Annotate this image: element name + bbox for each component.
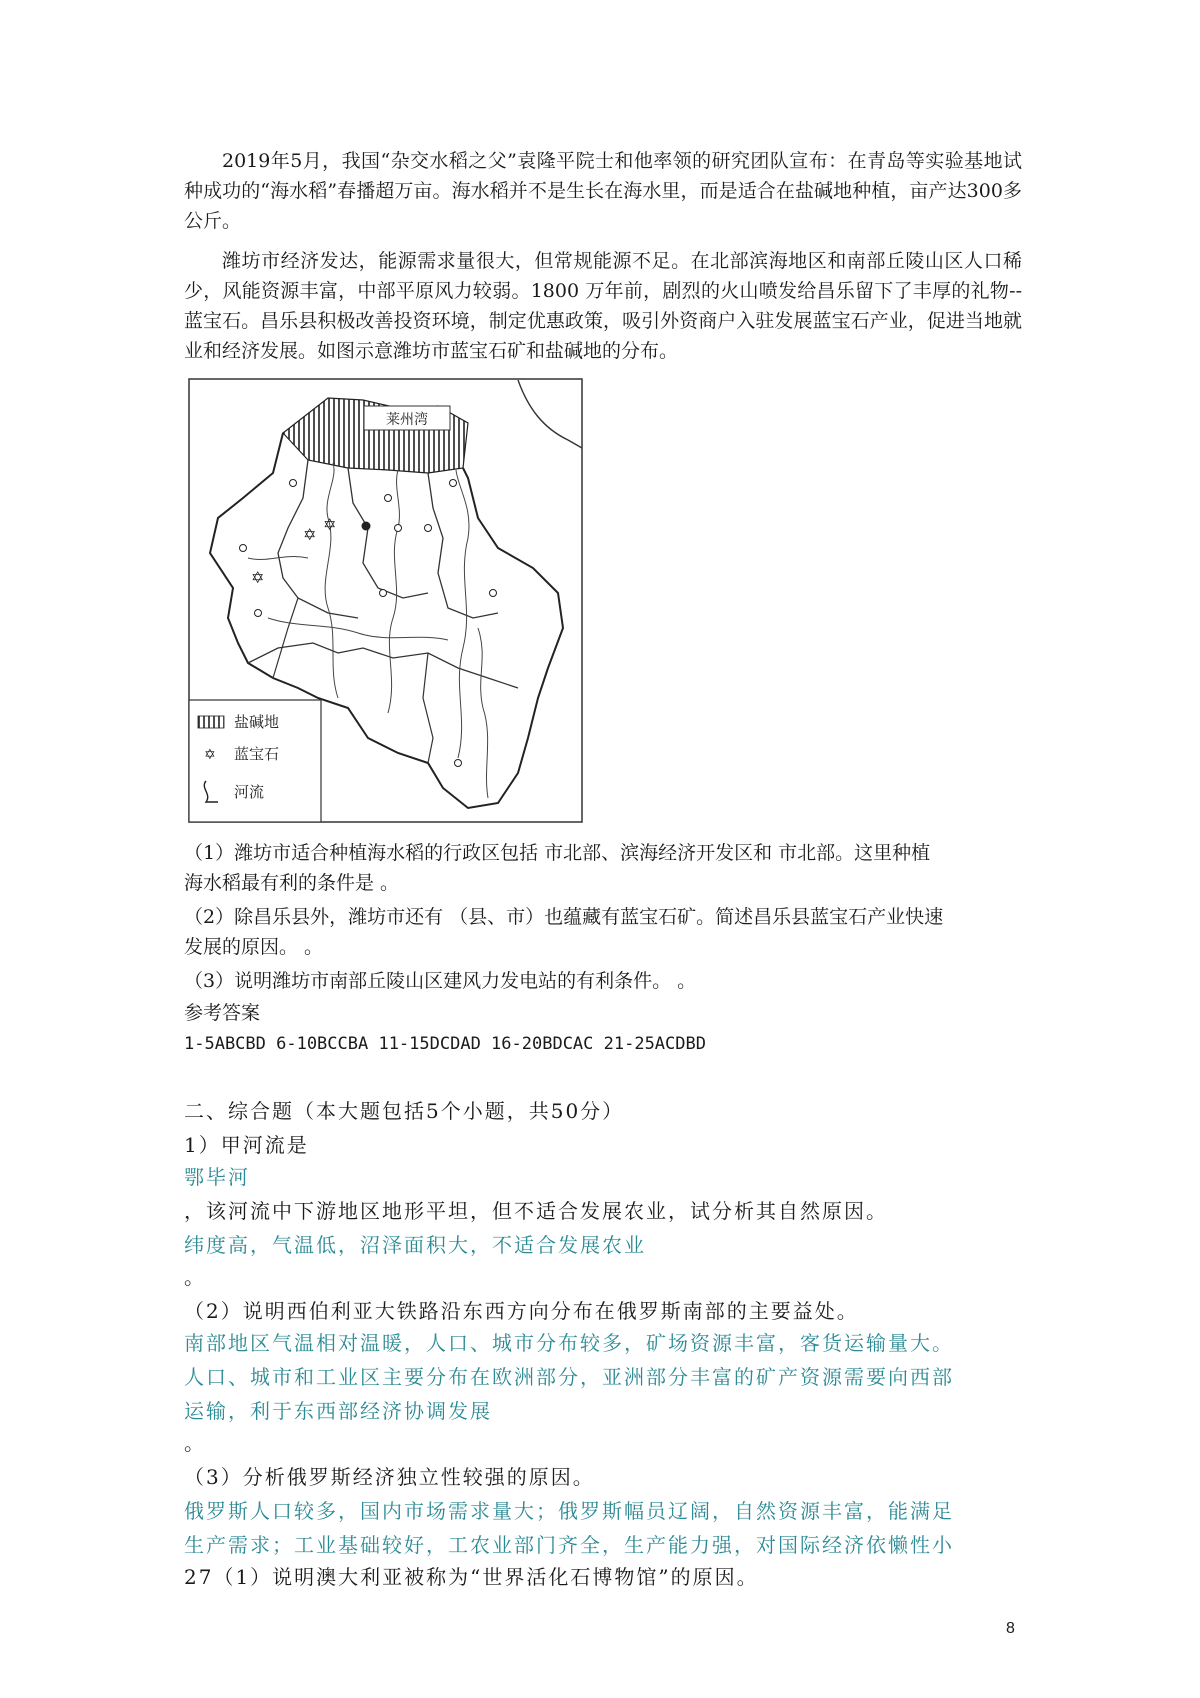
answer-2: 纬度高，气温低，沼泽面积大，不适合发展农业 bbox=[184, 1233, 646, 1257]
town-marker bbox=[425, 525, 432, 532]
question-1-line-2: 海水稻最有利的条件是 。 bbox=[184, 872, 400, 894]
sapphire-marker-icon: ✡ bbox=[303, 525, 317, 544]
intro-paragraph-2: 潍坊市经济发达，能源需求量很大，但常规能源不足。在北部滨海地区和南部丘陵山区人口稀少，风能资源丰富，中部平原风力较弱。1800 万年前，剧烈的火山喷发给昌乐留下了丰厚的礼物--蓝宝石。昌乐县积极改善投资环境，制定优惠政策，吸引外资商户入驻发展蓝宝石产业，促进当地就业和经济发展。如图示意潍坊市蓝宝石矿和盐碱地的分布。 bbox=[184, 250, 1022, 362]
town-marker bbox=[450, 480, 457, 487]
answer-3-line-3: 运输，利于东西部经济协调发展 bbox=[184, 1399, 492, 1423]
intro-paragraph-1: 2019年5月，我国“杂交水稻之父”袁隆平院士和他率领的研究团队宣布：在青岛等实验基地试种成功的“海水稻”春播超万亩。海水稻并不是生长在海水里，而是适合在盐碱地种植，亩产达300多公斤。 bbox=[184, 150, 1022, 232]
legend-saline-label: 盐碱地 bbox=[234, 713, 280, 731]
multiple-choice-answers: 1-5ABCBD 6-10BCCBA 11-15DCDAD 16-20BDCAC 21-25ACDBD bbox=[184, 1034, 706, 1054]
period-mark: 。 bbox=[184, 1431, 206, 1455]
town-marker bbox=[380, 590, 387, 597]
answer-3-line-2: 人口、城市和工业区主要分布在欧洲部分，亚洲部分丰富的矿产资源需要向西部 bbox=[184, 1365, 954, 1389]
sapphire-marker-icon: ✡ bbox=[323, 515, 337, 534]
town-marker bbox=[290, 480, 297, 487]
weifang-map-figure bbox=[188, 378, 583, 823]
section-2-item-2: （2）说明西伯利亚大铁路沿东西方向分布在俄罗斯南部的主要益处。 bbox=[184, 1299, 859, 1323]
answer-4-line-1: 俄罗斯人口较多，国内市场需求量大；俄罗斯幅员辽阔，自然资源丰富，能满足 bbox=[184, 1499, 954, 1523]
question-1-line-1: （1）潍坊市适合种植海水稻的行政区包括 市北部、滨海经济开发区和 市北部。这里种植 bbox=[184, 842, 931, 864]
question-27: 27（1）说明澳大利亚被称为“世界活化石博物馆”的原因。 bbox=[184, 1565, 759, 1589]
section-2-title: 二、综合题（本大题包括5个小题，共50分） bbox=[184, 1099, 625, 1123]
section-2-item-1-continued: ，该河流中下游地区地形平坦，但不适合发展农业，试分析其自然原因。 bbox=[184, 1199, 888, 1223]
legend-river-label: 河流 bbox=[234, 783, 265, 801]
town-marker bbox=[255, 610, 262, 617]
answer-4-line-2: 生产需求；工业基础较好，工农业部门齐全，生产能力强，对国际经济依懒性小 bbox=[184, 1533, 954, 1557]
section-2-item-3: （3）分析俄罗斯经济独立性较强的原因。 bbox=[184, 1465, 595, 1489]
town-marker bbox=[455, 760, 462, 767]
town-marker bbox=[395, 525, 402, 532]
bay-label: 莱州湾 bbox=[386, 412, 428, 428]
question-2-line-2: 发展的原因。 。 bbox=[184, 936, 324, 958]
question-3: （3）说明潍坊市南部丘陵山区建风力发电站的有利条件。 。 bbox=[184, 970, 697, 992]
sapphire-marker-icon: ✡ bbox=[251, 568, 265, 587]
sapphire-legend-icon: ✡ bbox=[204, 747, 216, 763]
town-marker bbox=[490, 590, 497, 597]
answer-1: 鄂毕河 bbox=[184, 1165, 250, 1189]
city-marker bbox=[362, 522, 371, 531]
section-2-item-1: 1）甲河流是 bbox=[184, 1133, 309, 1157]
answers-header: 参考答案 bbox=[184, 1002, 261, 1024]
period-mark: 。 bbox=[184, 1265, 206, 1289]
town-marker bbox=[385, 495, 392, 502]
answer-3-line-1: 南部地区气温相对温暖，人口、城市分布较多，矿场资源丰富，客货运输量大。 bbox=[184, 1331, 954, 1355]
legend-sapphire-label: 蓝宝石 bbox=[234, 745, 280, 763]
town-marker bbox=[240, 545, 247, 552]
page-number: 8 bbox=[1006, 1620, 1015, 1637]
saline-legend-swatch bbox=[198, 716, 224, 728]
question-2-line-1: （2）除昌乐县外，潍坊市还有 （县、市）也蕴藏有蓝宝石矿。简述昌乐县蓝宝石产业快速 bbox=[184, 906, 944, 928]
